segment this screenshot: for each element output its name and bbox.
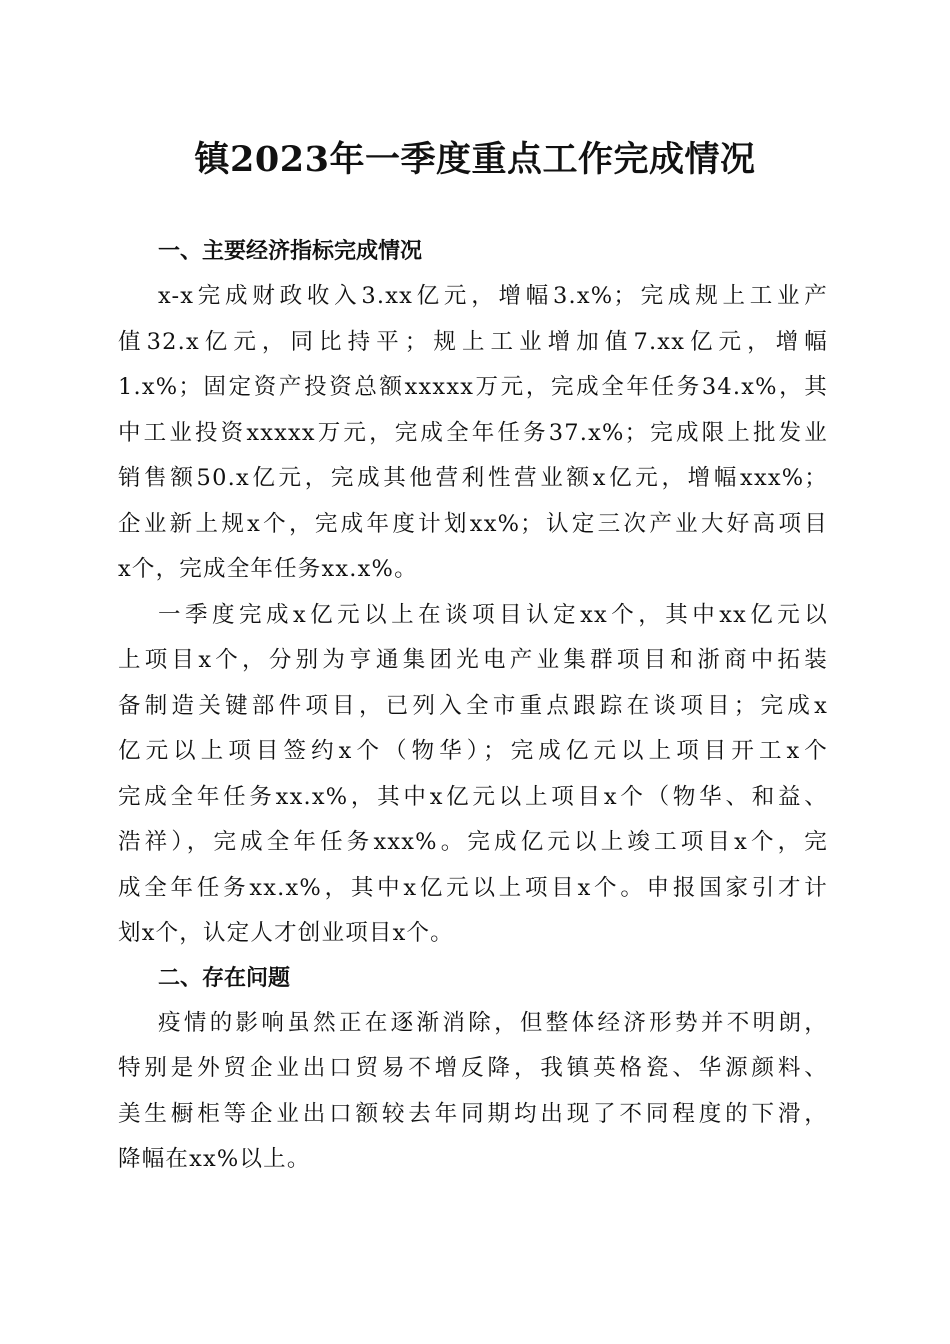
text-line: 疫情的影响虽然正在逐渐消除，但整体经济形势并不明朗， [158,1009,828,1036]
text-line: 值32.x亿元，同比持平；规上工业增加值7.xx亿元，增幅 [118,328,828,355]
text-line: 完成全年任务xx.x%，其中x亿元以上项目x个（物华、和益、 [118,783,828,810]
text-line: 中工业投资xxxxx万元，完成全年任务37.x%；完成限上批发业 [118,419,828,446]
text-line: 美生橱柜等企业出口额较去年同期均出现了不同程度的下滑， [118,1100,828,1127]
paragraph-problems [118,1001,828,1183]
text-line: 一季度完成x亿元以上在谈项目认定xx个，其中xx亿元以 [158,601,828,628]
text-line: 特别是外贸企业出口贸易不增反降，我镇英格瓷、华源颜料、 [118,1055,828,1081]
text-line: 销售额50.x亿元，完成其他营利性营业额x亿元，增幅xxx%； [118,465,828,491]
text-line: 浩祥），完成全年任务xxx%。完成亿元以上竣工项目x个，完 [118,829,828,855]
text-line: 亿元以上项目签约x个（物华）；完成亿元以上项目开工x个 [118,738,828,764]
text-line: 划x个，认定人才创业项目x个。 [118,920,454,946]
paragraph-projects [118,593,828,957]
document-title: 镇2023年一季度重点工作完成情况 [194,139,756,180]
text-line: 成全年任务xx.x%，其中x亿元以上项目x个。申报国家引才计 [118,874,828,901]
text-line: 降幅在xx%以上。 [118,1146,311,1172]
paragraph-economic-indicators [118,274,828,593]
text-line: 1.x%；固定资产投资总额xxxxx万元，完成全年任务34.x%，其 [118,374,828,400]
text-line: x-x完成财政收入3.xx亿元，增幅3.x%；完成规上工业产 [158,283,828,309]
document-body [118,230,828,1183]
text-line: 企业新上规x个，完成年度计划xx%；认定三次产业大好高项目 [118,510,828,537]
text-line: x个，完成全年任务xx.x%。 [118,556,418,582]
section-heading-economic-indicators: 一、主要经济指标完成情况 [158,239,423,264]
section-heading-problems: 二、存在问题 [158,965,291,991]
text-line: 上项目x个，分别为亨通集团光电产业集群项目和浙商中拓装 [118,647,828,673]
text-line: 备制造关键部件项目，已列入全市重点跟踪在谈项目；完成x [118,692,828,719]
